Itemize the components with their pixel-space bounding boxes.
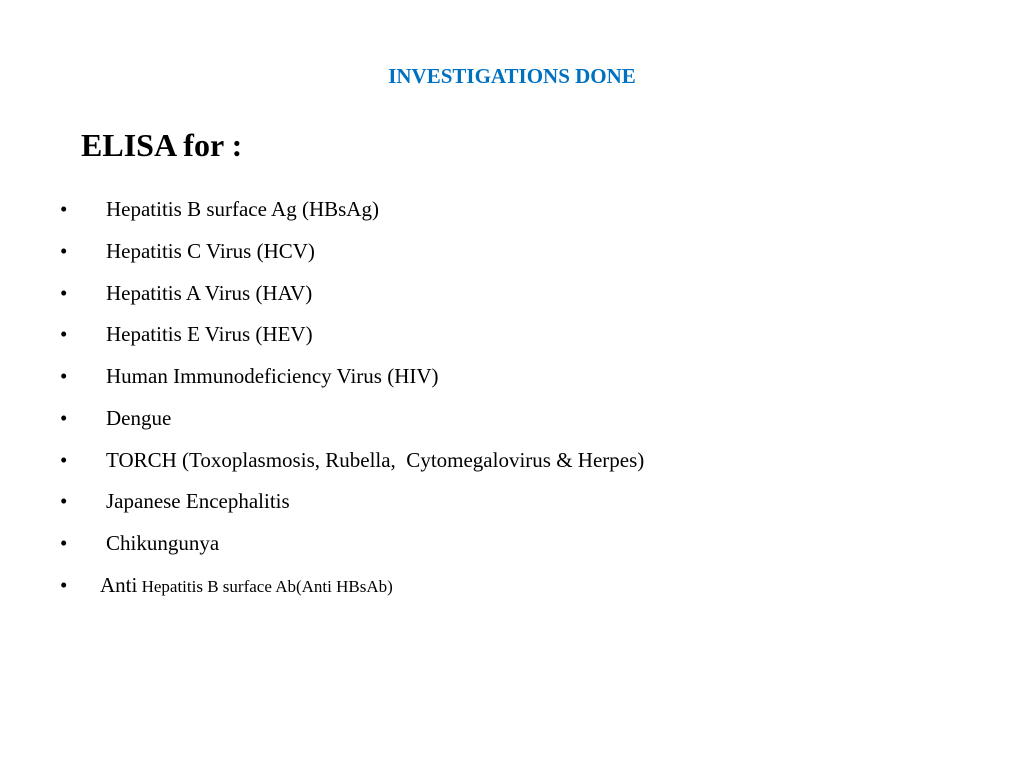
anti-prefix: Anti bbox=[100, 573, 138, 597]
list-item bbox=[0, 237, 900, 265]
bullet-icon: • bbox=[60, 573, 68, 597]
anti-rest: Hepatitis B surface Ab(Anti HBsAb) bbox=[137, 577, 393, 596]
list-item-text: Dengue bbox=[106, 406, 172, 430]
list-item-text: Hepatitis C Virus (HCV) bbox=[106, 239, 315, 263]
bullet-icon: • bbox=[60, 406, 68, 430]
bullet-icon: • bbox=[60, 489, 68, 513]
list-item-text: Japanese Encephalitis bbox=[106, 489, 290, 513]
list-item-text: Hepatitis E Virus (HEV) bbox=[106, 322, 313, 346]
list-item-text: Hepatitis B surface Ag (HBsAg) bbox=[106, 197, 379, 221]
list-item-text: Human Immunodeficiency Virus (HIV) bbox=[106, 364, 439, 388]
bullet-icon: • bbox=[60, 364, 68, 388]
list-item-text: Chikungunya bbox=[106, 531, 220, 555]
list-item-text: Hepatitis A Virus (HAV) bbox=[106, 281, 313, 305]
list-item bbox=[0, 487, 900, 515]
slide-title: INVESTIGATIONS DONE bbox=[388, 64, 636, 88]
list-item-text bbox=[100, 571, 393, 601]
bullet-icon: • bbox=[60, 197, 68, 221]
bullet-icon: • bbox=[60, 531, 68, 555]
list-item bbox=[0, 362, 900, 390]
bullet-icon: • bbox=[60, 281, 68, 305]
bullet-icon: • bbox=[60, 322, 68, 346]
list-item bbox=[0, 279, 900, 307]
list-item bbox=[0, 529, 900, 557]
list-item bbox=[0, 320, 900, 348]
list-item bbox=[0, 195, 900, 223]
bullet-icon: • bbox=[60, 448, 68, 472]
elisa-subheading: ELISA for : bbox=[81, 127, 243, 163]
bullet-icon: • bbox=[60, 239, 68, 263]
list-item bbox=[0, 404, 900, 432]
list-item bbox=[0, 446, 900, 474]
list-item bbox=[0, 571, 900, 599]
list-item-text: TORCH (Toxoplasmosis, Rubella, Cytomegalovirus & Herpes) bbox=[106, 448, 645, 472]
